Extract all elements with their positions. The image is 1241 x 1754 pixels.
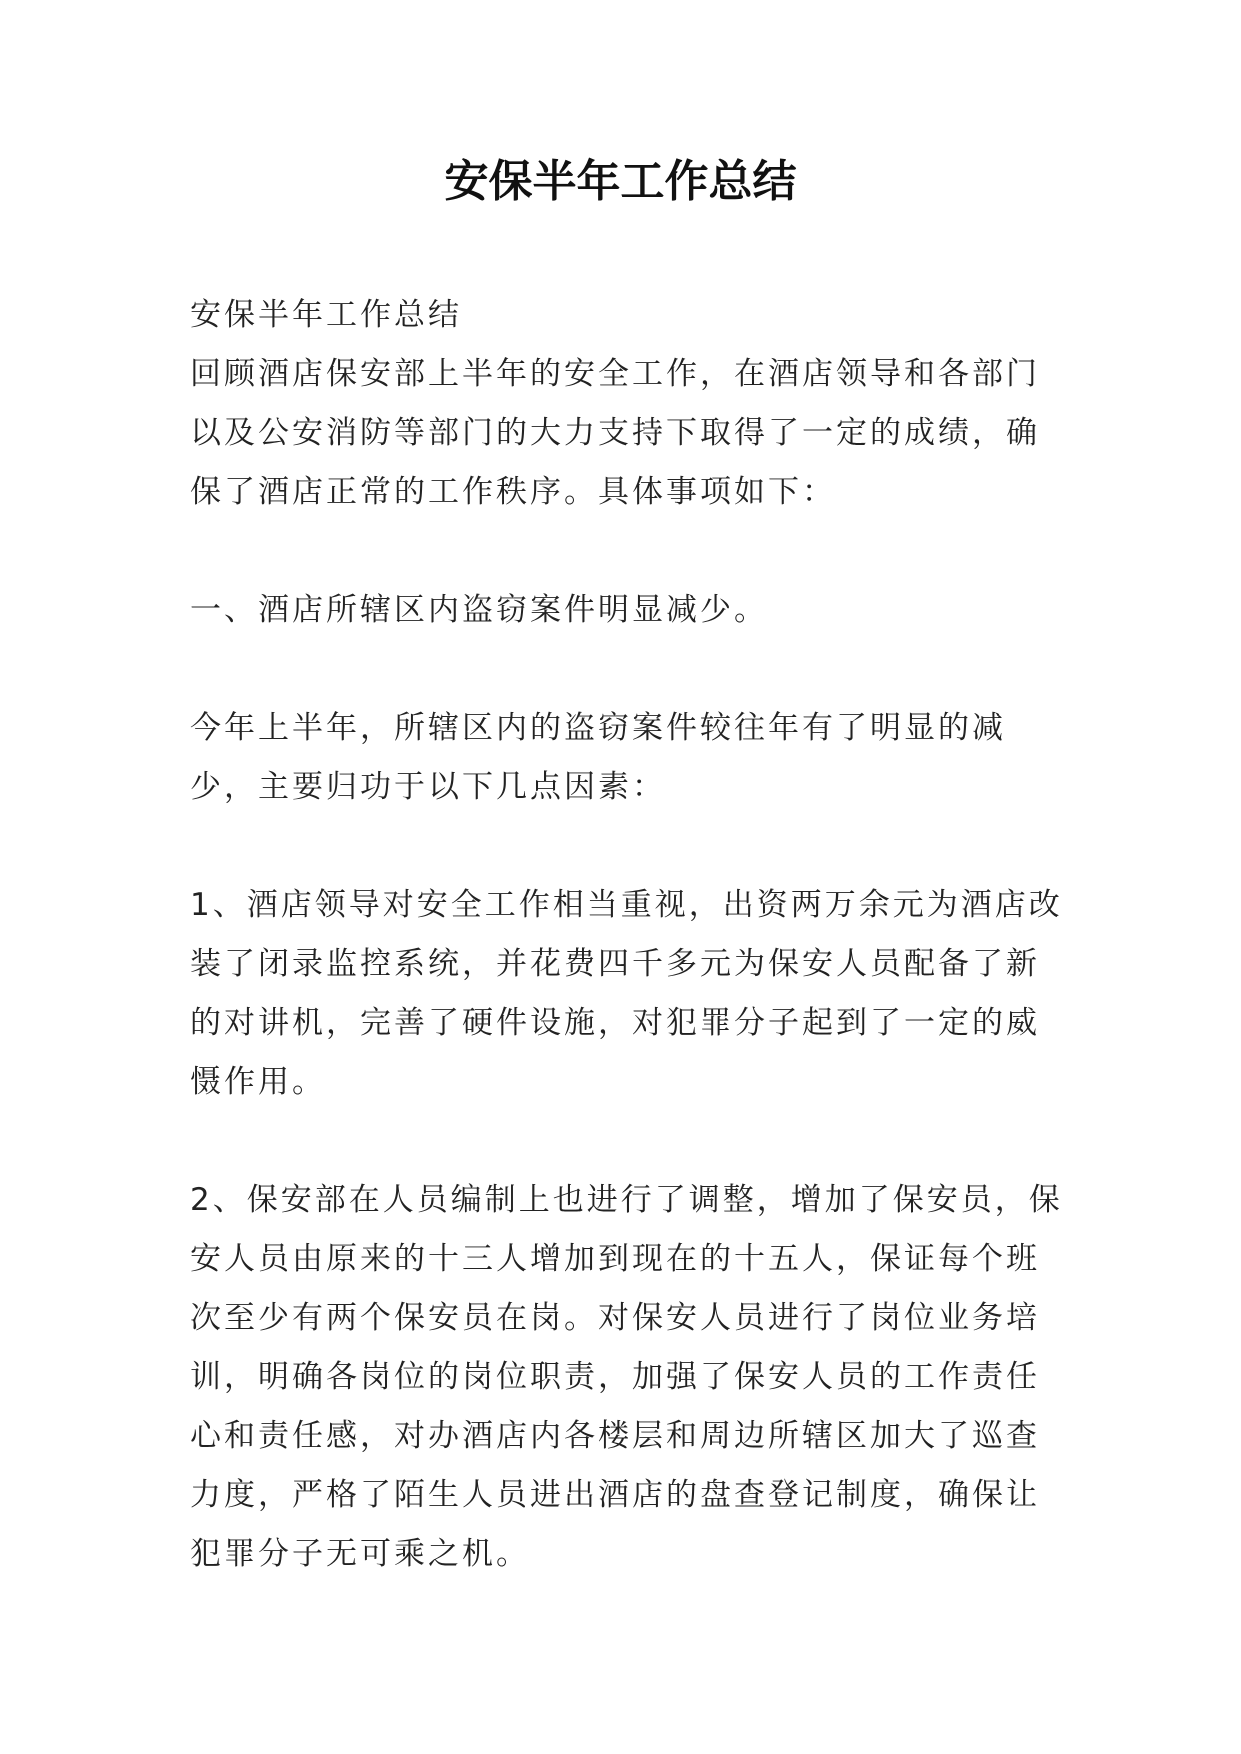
paragraph-spacer [190, 522, 1070, 581]
section-intro-paragraph: 今年上半年，所辖区内的盗窃案件较往年有了明显的减少，主要归功于以下几点因素： [190, 710, 1006, 805]
paragraph-spacer [190, 817, 1070, 876]
document-body [190, 286, 1070, 1584]
point-2-paragraph: 2、保安部在人员编制上也进行了调整，增加了保安员，保安人员由原来的十三人增加到现在的十五人，保证每个班次至少有两个保安员在岗。对保安人员进行了岗位业务培训，明确各岗位的岗位职责，加强了保安人员的工作责任心和责任感，对办酒店内各楼层和周边所辖区加大了巡查力度，严格了陌生人员进出酒店的盘查登记制度，确保让犯罪分子无可乘之机。 [190, 1182, 1063, 1572]
document-title: 安保半年工作总结 [444, 156, 797, 207]
paragraph-spacer [190, 1112, 1070, 1171]
paragraph-spacer [190, 640, 1070, 699]
intro-paragraph: 回顾酒店保安部上半年的安全工作，在酒店领导和各部门以及公安消防等部门的大力支持下取得了一定的成绩，确保了酒店正常的工作秩序。具体事项如下： [190, 356, 1040, 510]
section-heading: 一、酒店所辖区内盗窃案件明显减少。 [190, 592, 768, 628]
subtitle-paragraph: 安保半年工作总结 [190, 297, 462, 333]
point-1-paragraph: 1、酒店领导对安全工作相当重视，出资两万余元为酒店改装了闭录监控系统，并花费四千多元为保安人员配备了新的对讲机，完善了硬件设施，对犯罪分子起到了一定的威慑作用。 [190, 887, 1063, 1100]
